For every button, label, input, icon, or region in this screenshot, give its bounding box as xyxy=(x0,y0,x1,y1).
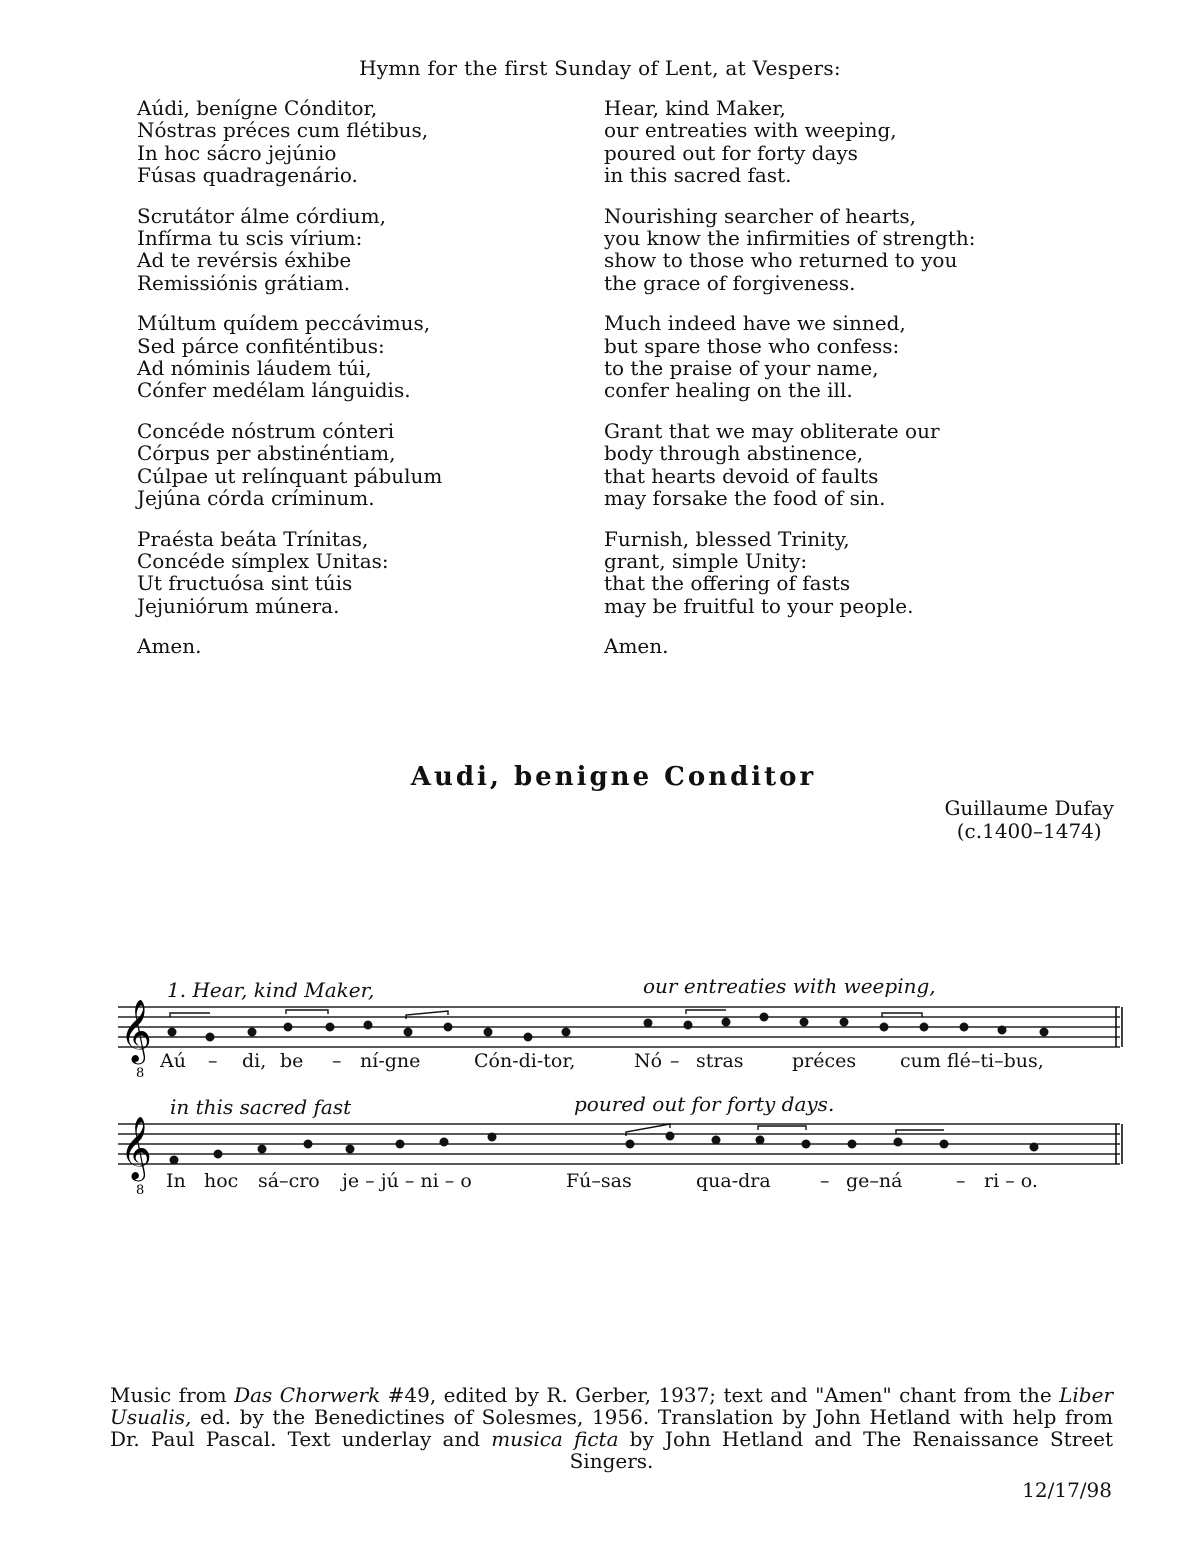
latin-line: Praésta beáta Trínitas, xyxy=(137,526,369,551)
latin-line: Ad nóminis láudem túi, xyxy=(137,356,372,381)
lyric-syllable: sá–cro xyxy=(258,1170,320,1192)
lyric-syllable: Cón-di-tor, xyxy=(474,1050,576,1072)
lyric-syllable: ge–ná xyxy=(846,1170,903,1192)
latin-stanza xyxy=(137,205,442,295)
lyric-syllable: hoc xyxy=(204,1170,239,1192)
latin-line: Córpus per abstinéntiam, xyxy=(137,441,396,466)
english-stanza xyxy=(604,205,975,295)
english-line: grant, simple Unity: xyxy=(604,548,808,573)
latin-line: Sed párce confiténtibus: xyxy=(137,333,385,358)
footer-paragraph: Music from Das Chorwerk #49, edited by R. Gerber, 1937; text and "Amen" chant from the Liber Usualis, ed. by the Benedictines of Solesmes, 1956. Translation by John Hetland with help from Dr. Paul Pascal. Text underlay and musica ficta by John Hetland and The Renaissance Street Singers. xyxy=(110,1383,1114,1473)
latin-line: Concéde símplex Unitas: xyxy=(137,548,389,573)
english-line: Nourishing searcher of hearts, xyxy=(604,203,917,228)
lyric-syllable: – xyxy=(670,1050,680,1072)
music-title: Audi, benigne Conditor xyxy=(410,762,817,792)
latin-line: Jejuniórum múnera. xyxy=(137,593,340,618)
composer-dates: (c.1400–1474) xyxy=(956,819,1102,843)
notes-system-2 xyxy=(170,1132,1039,1165)
treble-clef-icon: 𝄞 xyxy=(120,999,152,1062)
latin-line: In hoc sácro jejúnio xyxy=(137,140,337,165)
english-translation-column xyxy=(604,97,975,676)
lyric-syllable: préces xyxy=(792,1050,857,1072)
latin-stanza xyxy=(137,312,442,402)
latin-line: Amen. xyxy=(137,634,202,659)
english-line: to the praise of your name, xyxy=(604,356,879,381)
english-line: poured out for forty days xyxy=(604,140,858,165)
latin-line: Concéde nóstrum cónteri xyxy=(137,418,395,443)
lyric-syllable: be xyxy=(280,1050,304,1072)
lyric-syllable: di, xyxy=(242,1050,267,1072)
latin-stanza xyxy=(137,635,442,657)
system2-translation-a: in this sacred fast xyxy=(170,1095,352,1119)
english-line: confer healing on the ill. xyxy=(604,378,853,403)
lyric-syllable: – xyxy=(820,1170,830,1192)
treble-clef-icon: 𝄞 xyxy=(120,1116,152,1179)
latin-line: Jejúna córda críminum. xyxy=(137,486,375,511)
english-line: body through abstinence, xyxy=(604,441,864,466)
composer-block xyxy=(944,797,1114,843)
latin-line: Infírma tu scis vírium: xyxy=(137,226,363,251)
system2-translation-b: poured out for forty days. xyxy=(574,1092,835,1116)
lyric-syllable: – xyxy=(956,1170,966,1192)
english-line: show to those who returned to you xyxy=(604,248,958,273)
english-stanza xyxy=(604,312,975,402)
english-line: Amen. xyxy=(604,634,669,659)
latin-line: Scrutátor álme córdium, xyxy=(137,203,386,228)
latin-line: Múltum quídem peccávimus, xyxy=(137,311,431,336)
document-date: 12/17/98 xyxy=(1022,1478,1112,1502)
staff-lines xyxy=(118,1007,1120,1047)
lyric-syllable: qua-dra xyxy=(696,1170,771,1192)
latin-line: Fúsas quadragenário. xyxy=(137,163,358,188)
lyric-syllable: In xyxy=(166,1170,186,1192)
lyric-syllable: je – jú – ni – o xyxy=(342,1170,472,1192)
latin-stanza xyxy=(137,528,442,618)
latin-stanza xyxy=(137,97,442,187)
lyric-syllable: Fú–sas xyxy=(566,1170,632,1192)
english-line: Furnish, blessed Trinity, xyxy=(604,526,850,551)
latin-line: Cónfer medélam lánguidis. xyxy=(137,378,411,403)
lyric-syllable: ní-gne xyxy=(360,1050,421,1072)
lyric-syllable: Nó xyxy=(634,1050,663,1072)
english-stanza xyxy=(604,97,975,187)
english-line: that hearts devoid of faults xyxy=(604,463,879,488)
latin-line: Nóstras préces cum flétibus, xyxy=(137,118,429,143)
english-line: Grant that we may obliterate our xyxy=(604,418,940,443)
english-line: that the offering of fasts xyxy=(604,571,851,596)
system1-translation-b: our entreaties with weeping, xyxy=(643,974,936,998)
latin-text-column xyxy=(137,97,442,676)
lyric-syllable: Aú xyxy=(160,1050,186,1072)
english-line: our entreaties with weeping, xyxy=(604,118,897,143)
english-line: the grace of forgiveness. xyxy=(604,270,856,295)
lyric-syllable: – xyxy=(208,1050,218,1072)
staff-lines xyxy=(118,1124,1120,1164)
english-line: may be fruitful to your people. xyxy=(604,593,914,618)
page-heading: Hymn for the first Sunday of Lent, at Vespers: xyxy=(359,56,841,80)
composer-name: Guillaume Dufay xyxy=(944,796,1114,820)
clef-octave-number: 8 xyxy=(136,1183,145,1198)
lyric-syllable: – xyxy=(332,1050,342,1072)
english-line: you know the infirmities of strength: xyxy=(604,226,976,251)
system1-translation-a: 1. Hear, kind Maker, xyxy=(167,978,375,1002)
english-line: Hear, kind Maker, xyxy=(604,96,786,120)
english-stanza xyxy=(604,528,975,618)
english-line: but spare those who confess: xyxy=(604,333,900,358)
english-stanza xyxy=(604,420,975,510)
latin-line: Remissiónis grátiam. xyxy=(137,270,351,295)
lyric-syllable: ri – o. xyxy=(984,1170,1038,1192)
latin-line: Ad te revérsis éxhibe xyxy=(137,248,352,273)
english-stanza xyxy=(604,635,975,657)
lyric-syllable: cum flé–ti–bus, xyxy=(900,1050,1044,1072)
english-line: Much indeed have we sinned, xyxy=(604,311,906,336)
english-line: may forsake the food of sin. xyxy=(604,486,886,511)
footer-credits xyxy=(110,1384,1113,1472)
latin-line: Aúdi, benígne Cónditor, xyxy=(137,96,378,120)
latin-line: Ut fructuósa sint túis xyxy=(137,571,353,596)
clef-octave-number: 8 xyxy=(136,1066,145,1081)
latin-line: Cúlpae ut relínquant pábulum xyxy=(137,463,443,488)
lyric-syllable: stras xyxy=(696,1050,744,1072)
english-line: in this sacred fast. xyxy=(604,163,792,188)
latin-stanza xyxy=(137,420,442,510)
